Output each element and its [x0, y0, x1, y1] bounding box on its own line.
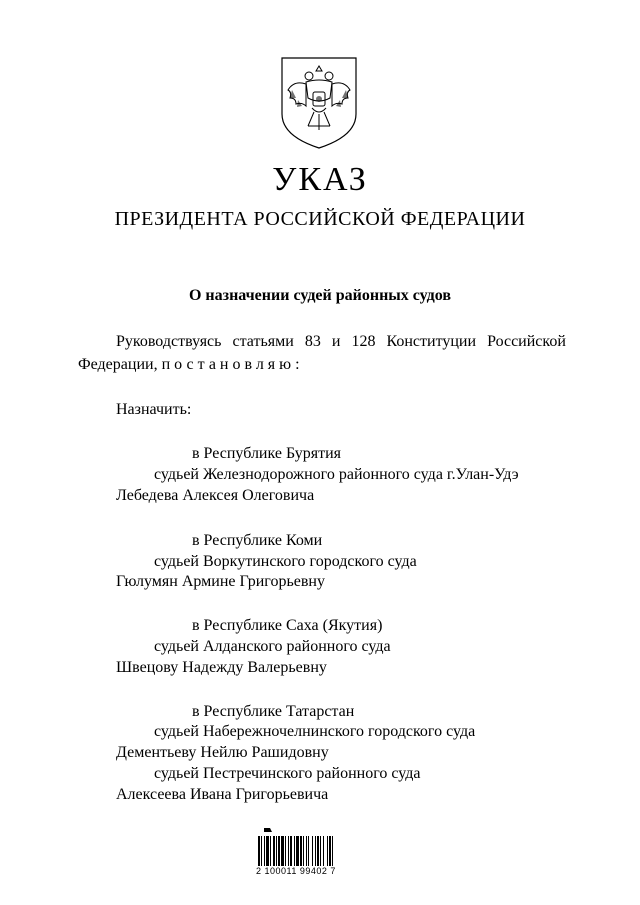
position-line: судьей Алданского районного суда — [154, 638, 391, 655]
person-line: Дементьеву Нейлю Рашидовну — [116, 744, 329, 761]
region-line: в Республике Бурятия — [192, 445, 342, 462]
intro-line-2 — [78, 353, 566, 376]
intro-line-1 — [78, 330, 566, 353]
intro-word: и — [331, 333, 341, 350]
position-line: судьей Набережночелнинского городского суда — [154, 723, 476, 740]
intro-word: Руководствуясь — [116, 333, 222, 350]
person-line: Гюлумян Армине Григорьевну — [116, 573, 325, 590]
decree-title: УКАЗ — [272, 161, 368, 198]
person-line: Лебедева Алексея Олеговича — [116, 487, 315, 504]
position-line: судьей Воркутинского городского суда — [154, 553, 417, 570]
intro-word: Конституции — [386, 333, 477, 350]
intro-word: 83 — [304, 333, 321, 350]
position-line: судьей Железнодорожного районного суда г.Улан-Удэ — [154, 466, 519, 483]
position-line: судьей Пестречинского районного суда — [154, 765, 421, 782]
intro-resolution: постановляю: — [161, 356, 304, 373]
appoint-label: Назначить: — [116, 401, 192, 418]
intro-word: 128 — [351, 333, 376, 350]
region-line: в Республике Саха (Якутия) — [192, 617, 383, 634]
decree-heading: О назначении судей районных судов — [188, 287, 451, 304]
coat-of-arms-emblem — [276, 54, 362, 150]
region-line: в Республике Татарстан — [192, 703, 355, 720]
decree-subtitle: ПРЕЗИДЕНТА РОССИЙСКОЙ ФЕДЕРАЦИИ — [114, 208, 526, 230]
barcode-number: 2 100011 99402 7 — [256, 866, 336, 876]
barcode-mark — [264, 828, 272, 832]
barcode — [254, 826, 378, 888]
person-line: Алексеева Ивана Григорьевича — [116, 786, 329, 803]
intro-word: Российской — [487, 333, 566, 350]
person-line: Швецову Надежду Валерьевну — [116, 659, 327, 676]
region-line: в Республике Коми — [192, 532, 323, 549]
intro-prefix: Федерации, — [78, 356, 158, 373]
intro-word: статьями — [232, 333, 294, 350]
intro-paragraph — [78, 330, 566, 376]
